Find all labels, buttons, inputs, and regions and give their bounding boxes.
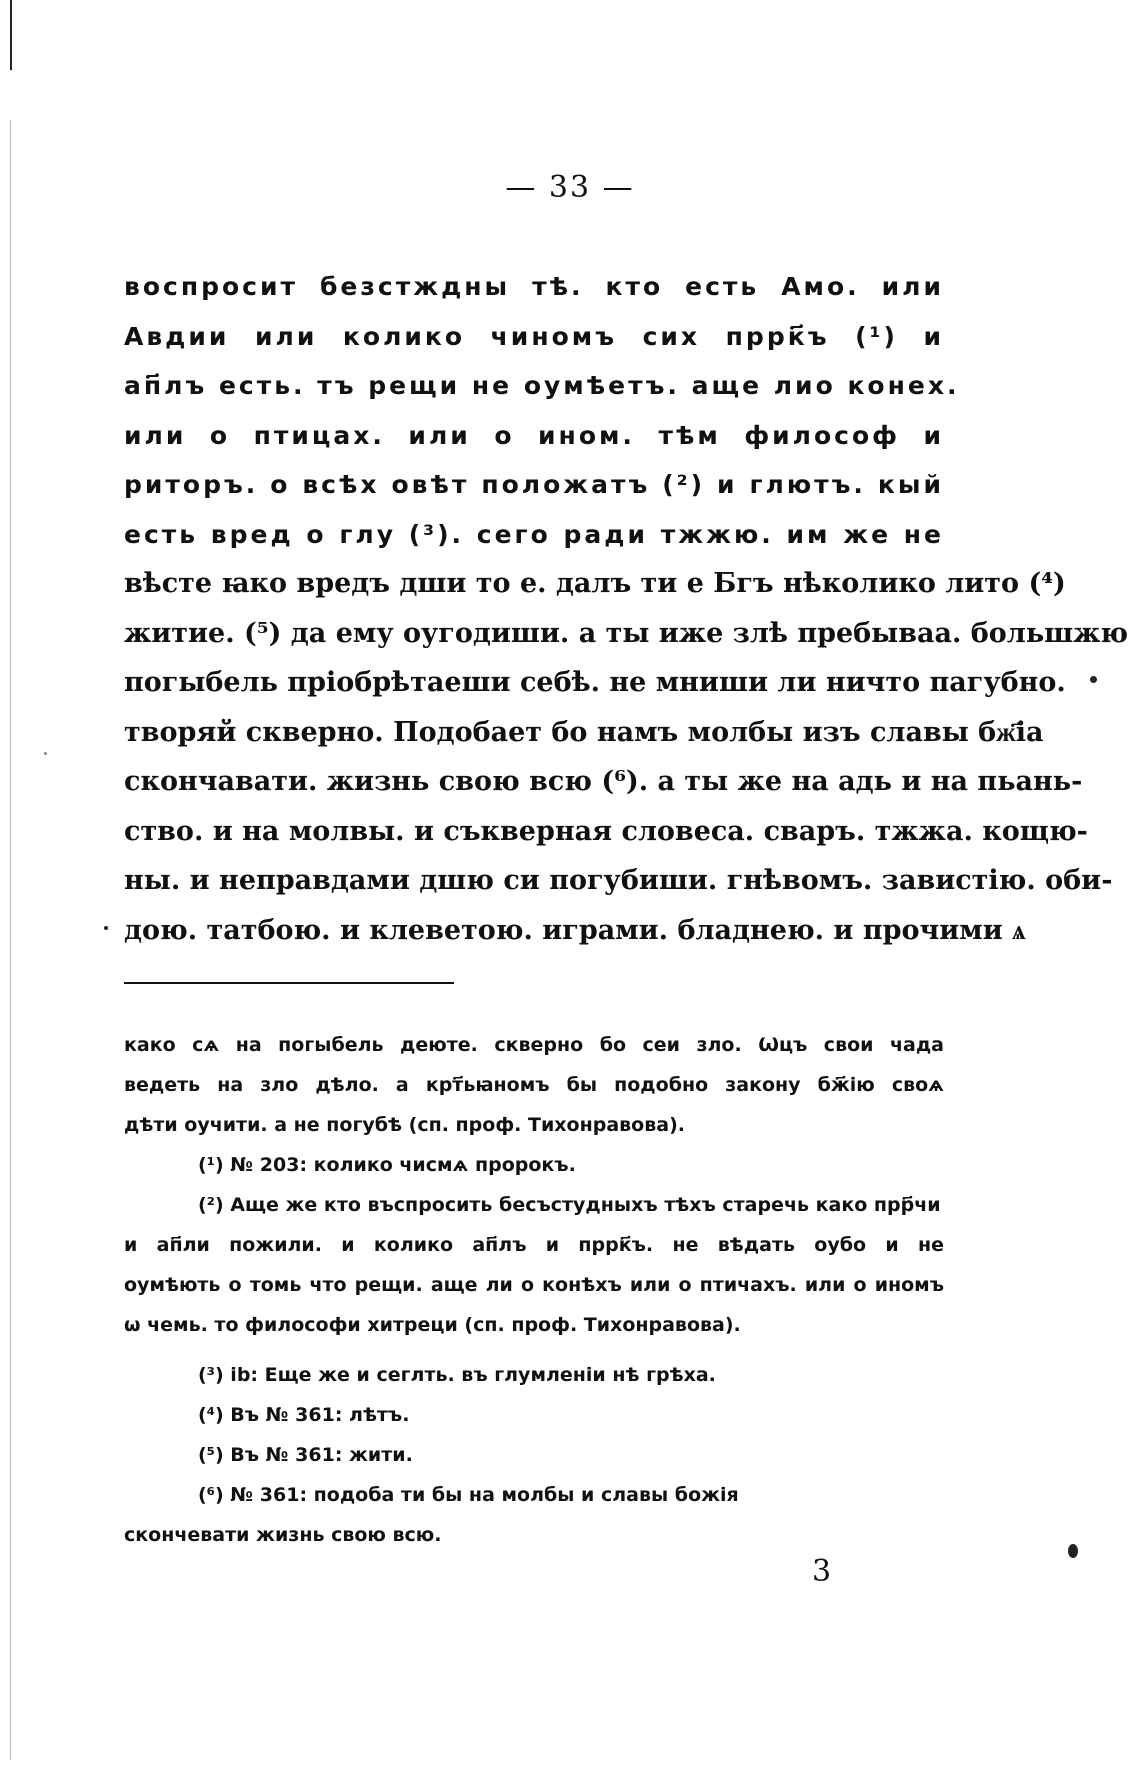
footnotes-block [124, 1025, 944, 1555]
ink-speck [44, 752, 47, 755]
footnote-separator [124, 982, 454, 984]
text-line: житие. (⁵) да ему оугодиши. а ты иже злѣ пребываа. большжю [124, 617, 1129, 649]
text-line: ны. и неправдами дшю си погубиши. гнѣвомъ. завистію. оби- [124, 865, 1113, 896]
signature-mark: 3 [812, 1554, 832, 1589]
footnote-line: како сѧ на погыбель деюте. скверно бо сеи зло. Ѡцъ свои чада [124, 1034, 944, 1056]
footnote-line: ѡ чемь. то философи хитреци (сп. проф. Тихонравова). [124, 1314, 741, 1336]
page-number: — 33 — [505, 170, 635, 205]
ink-speck [1068, 1544, 1078, 1558]
footnote-2: (²) Аще же кто въспросить бесъстудныхъ тѣхъ старечь како прр҃чи [198, 1194, 941, 1216]
footnote-line: оумѣють о томь что рещи. аще ли о конѣхъ или о птичахъ. или о иномъ [124, 1274, 944, 1296]
footnote-line: скончевати жизнь свою всю. [124, 1524, 442, 1546]
footnote-4: (⁴) Въ № 361: лѣтъ. [198, 1404, 410, 1426]
footnote-line: и ап҃ли пожили. и колико ап҃лъ и пррк҃ъ. не вѣдать оубо и не [124, 1234, 944, 1256]
footnote-gap [124, 1345, 944, 1355]
text-line: дою. татбою. и клеветою. играми. бладнею. и прочими ѧ [124, 914, 1026, 946]
text-line: или о птицах. или о ином. тѣм философ и [124, 420, 944, 450]
footnote-3: (³) ib: Еще же и сеглть. въ глумленіи нѣ грѣха. [198, 1364, 716, 1386]
text-line: ап҃лъ есть. тъ рещи не оумѣетъ. аще лио конех. [124, 371, 960, 400]
text-line: Авдии или колико чиномъ сих пррк҃ъ (¹) и [124, 321, 944, 351]
text-line: ство. и на молвы. и съкверная словеса. сваръ. тжжа. кощю- [124, 815, 1088, 847]
text-line: скончавати. жизнь свою всю (⁶). а ты же на адь и на пьань- [124, 766, 1083, 797]
text-line: погыбель пріобрѣтаеши себѣ. не мниши ли ничто пагубно. [124, 667, 1066, 698]
page-edge-mark [10, 0, 12, 70]
footnote-line: дѣти оучити. а не погубѣ (сп. проф. Тихонравова). [124, 1114, 685, 1136]
ink-speck [1090, 676, 1097, 683]
footnote-6: (⁶) № 361: подоба ти бы на молбы и славы божія [198, 1484, 739, 1506]
text-line: творяй скверно. Подобает бо намъ молбы изъ славы бж҃іа [124, 716, 1044, 748]
footnote-1: (¹) № 203: колико чисмѧ пророкъ. [198, 1154, 576, 1176]
text-line: есть вред о глу (³). сего ради тжжю. им же не [124, 519, 944, 549]
page-edge-shadow [10, 120, 11, 1760]
text-line: риторъ. о всѣх овѣт положатъ (²) и глютъ. кый [124, 470, 944, 499]
text-line: воспросит безстждны тѣ. кто есть Амо. или [124, 272, 944, 301]
footnote-5: (⁵) Въ № 361: жити. [198, 1444, 413, 1466]
text-line: вѣсте ꙗко вредъ дши то е. далъ ти е Бгъ нѣколико лито (⁴) [124, 568, 1066, 599]
footnote-line: ведеть на зло дѣло. а крт҃ьꙗномъ бы подобно закону бж҃ію своѧ [124, 1074, 944, 1096]
main-text-block [124, 262, 1129, 955]
ink-speck [104, 926, 108, 930]
